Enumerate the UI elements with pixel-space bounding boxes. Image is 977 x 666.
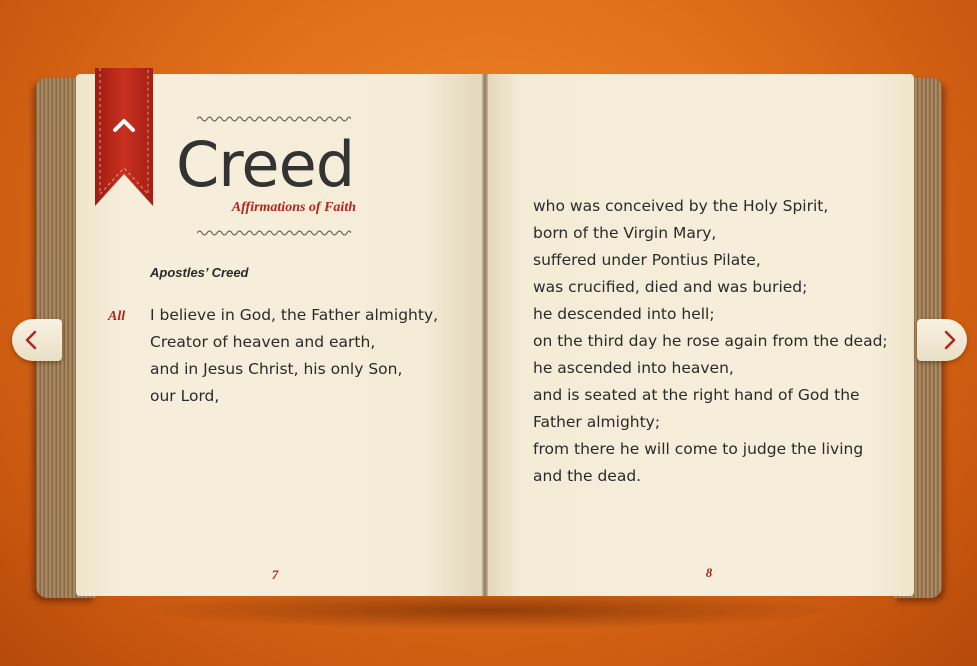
creed-line: on the third day he rose again from the dead; xyxy=(533,332,888,350)
chevron-left-icon xyxy=(24,330,38,350)
next-page-button[interactable] xyxy=(917,319,967,361)
creed-line: suffered under Pontius Pilate, xyxy=(533,251,761,269)
page-number-left: 7 xyxy=(271,567,279,582)
ornament-top xyxy=(197,115,351,123)
chevron-right-icon xyxy=(943,330,957,350)
creed-line: I believe in God, the Father almighty, xyxy=(150,306,439,324)
creed-line: and in Jesus Christ, his only Son, xyxy=(150,360,403,378)
section-heading: Apostles’ Creed xyxy=(150,265,249,280)
creed-text-right xyxy=(533,193,888,490)
speaker-label: All xyxy=(108,309,126,324)
chevron-up-icon xyxy=(95,112,153,142)
creed-line: Creator of heaven and earth, xyxy=(150,333,376,351)
creed-line: he descended into hell; xyxy=(533,305,715,323)
creed-line: and is seated at the right hand of God the xyxy=(533,386,860,404)
ornament-bottom xyxy=(197,229,351,237)
creed-text-left xyxy=(150,302,440,410)
creed-line: he ascended into heaven, xyxy=(533,359,734,377)
page-subtitle: Affirmations of Faith xyxy=(231,200,356,215)
page-number-right: 8 xyxy=(705,565,713,580)
book-spine-gutter xyxy=(482,74,488,596)
creed-line: born of the Virgin Mary, xyxy=(533,224,717,242)
creed-line: who was conceived by the Holy Spirit, xyxy=(533,197,829,215)
previous-page-button[interactable] xyxy=(12,319,62,361)
creed-line: Father almighty; xyxy=(533,413,661,431)
ribbon-bookmark-icon xyxy=(95,68,153,206)
creed-line: was crucified, died and was buried; xyxy=(533,278,808,296)
creed-line: and the dead. xyxy=(533,467,642,485)
creed-line: our Lord, xyxy=(150,387,220,405)
page-title: Creed xyxy=(176,128,355,201)
creed-line: from there he will come to judge the living xyxy=(533,440,864,458)
collapse-button[interactable] xyxy=(95,112,153,142)
